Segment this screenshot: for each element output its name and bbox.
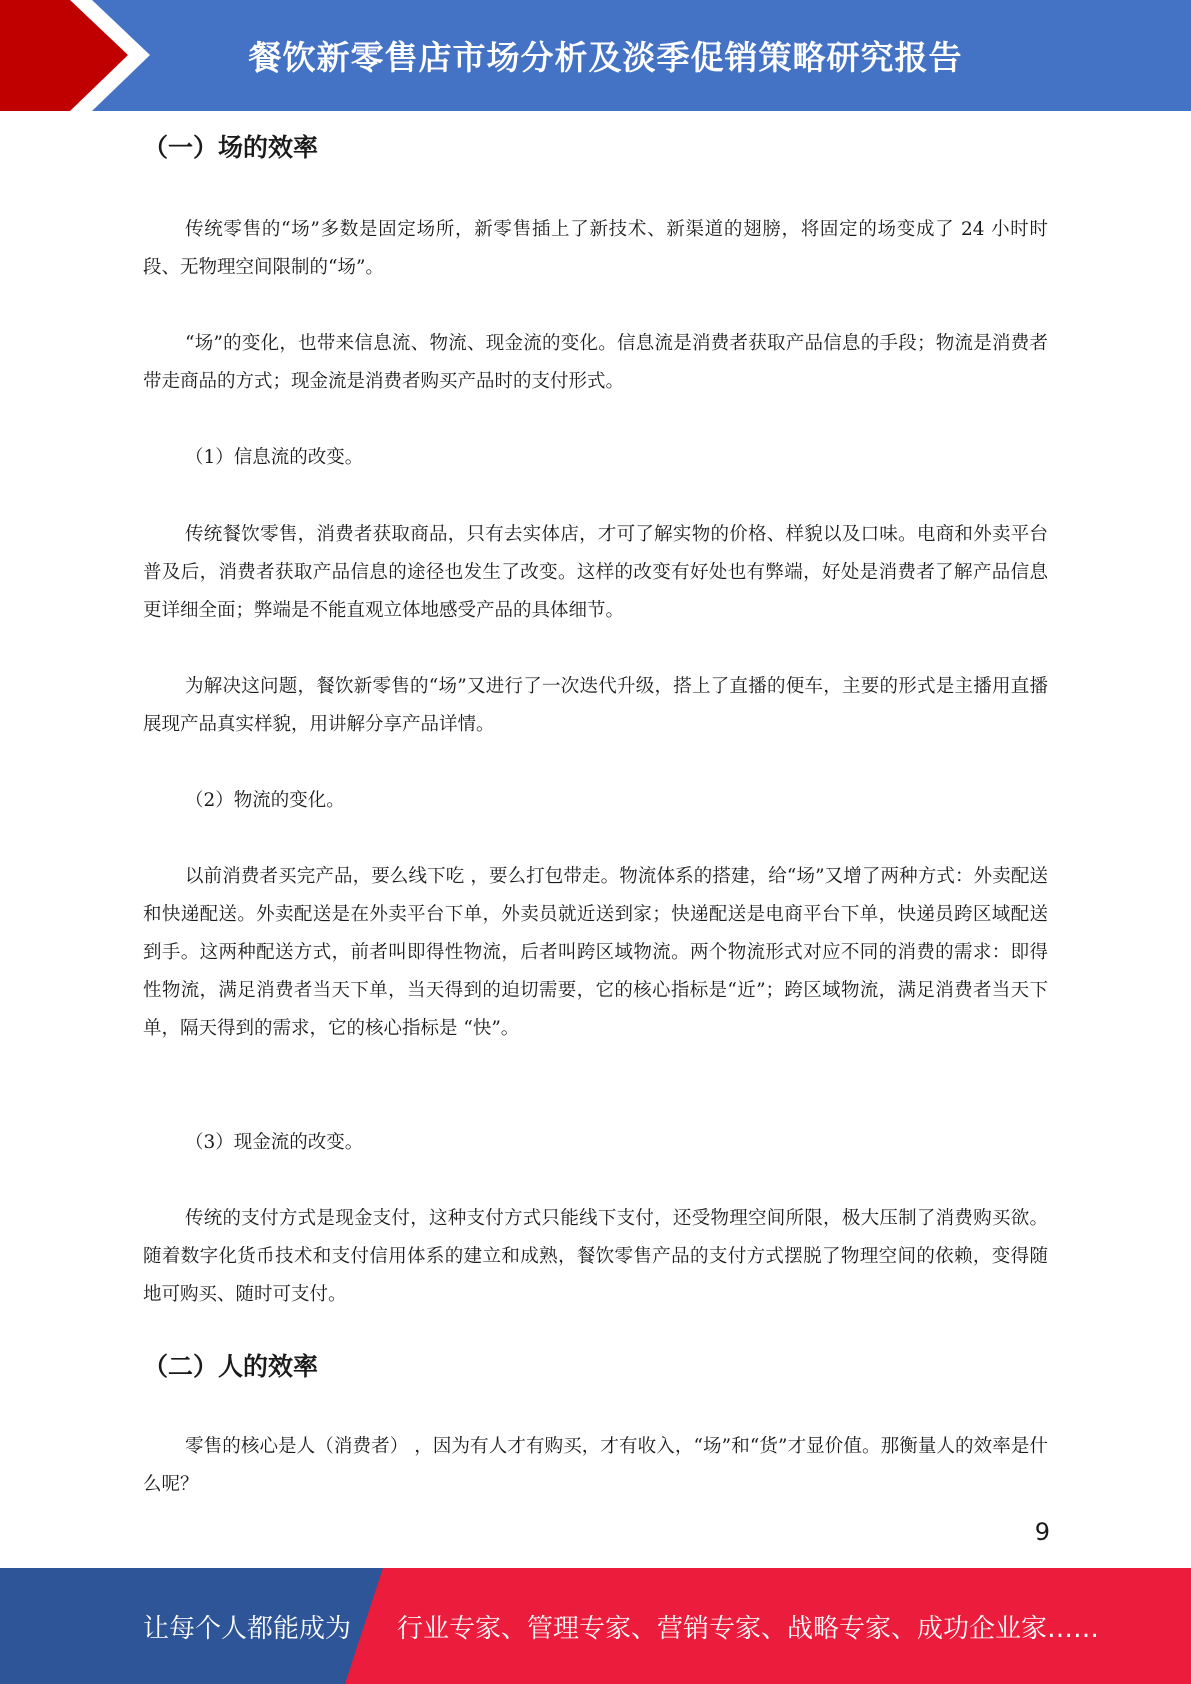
section-heading-1: （一）场的效率 bbox=[143, 133, 319, 162]
paragraph: 传统零售的“场”多数是固定场所，新零售插上了新技术、新渠道的翅膀，将固定的场变成了 24 小时时段、无物理空间限制的“场”。 bbox=[143, 219, 1048, 278]
section-heading-2: （二）人的效率 bbox=[143, 1352, 319, 1381]
paragraph: 传统餐饮零售，消费者获取商品，只有去实体店，才可了解实物的价格、样貌以及口味。电商和外卖平台普及后，消费者获取产品信息的途径也发生了改变。这样的改变有好处也有弊端，好处是消费者了解产品信息更详细全面；弊端是不能直观立体地感受产品的具体细节。 bbox=[143, 524, 1048, 621]
footer-slogan-right: 行业专家、管理专家、营销专家、战略专家、成功企业家…… bbox=[397, 1613, 1100, 1644]
subheading-info-flow: （1）信息流的改变。 bbox=[185, 447, 364, 468]
page-number: 9 bbox=[1034, 1518, 1050, 1546]
paragraph: 为解决这问题，餐饮新零售的“场”又进行了一次迭代升级，搭上了直播的便车，主要的形式是主播用直播展现产品真实样貌，用讲解分享产品详情。 bbox=[143, 676, 1048, 735]
paragraph: “场”的变化，也带来信息流、物流、现金流的变化。信息流是消费者获取产品信息的手段；物流是消费者带走商品的方式；现金流是消费者购买产品时的支付形式。 bbox=[143, 333, 1048, 392]
subheading-logistics: （2）物流的变化。 bbox=[185, 790, 345, 811]
report-title: 餐饮新零售店市场分析及淡季促销策略研究报告 bbox=[248, 38, 963, 77]
paragraph: 以前消费者买完产品，要么线下吃 ，要么打包带走。物流体系的搭建，给“场”又增了两种方式：外卖配送和快递配送。外卖配送是在外卖平台下单，外卖员就近送到家；快递配送是电商平台下单，快递员跨区域配送到手。这两种配送方式，前者叫即得性物流，后者叫跨区域物流。两个物流形式对应不同的消费的需求：即得性物流，满足消费者当天下单，当天得到的迫切需要，它的核心指标是“近”；跨区域物流，满足消费者当天下单，隔天得到的需求，它的核心指标是 “快”。 bbox=[143, 866, 1048, 1039]
subheading-cash-flow: （3）现金流的改变。 bbox=[185, 1132, 364, 1153]
paragraph: 零售的核心是人（消费者） ，因为有人才有购买，才有收入，“场”和“货”才显价值。那衡量人的效率是什么呢？ bbox=[143, 1436, 1048, 1495]
paragraph: 传统的支付方式是现金支付，这种支付方式只能线下支付，还受物理空间所限，极大压制了消费购买欲。随着数字化货币技术和支付信用体系的建立和成熟，餐饮零售产品的支付方式摆脱了物理空间的依赖，变得随地可购买、随时可支付。 bbox=[143, 1208, 1048, 1305]
header-band bbox=[0, 0, 1191, 111]
footer-slogan-left: 让每个人都能成为 bbox=[143, 1613, 352, 1644]
